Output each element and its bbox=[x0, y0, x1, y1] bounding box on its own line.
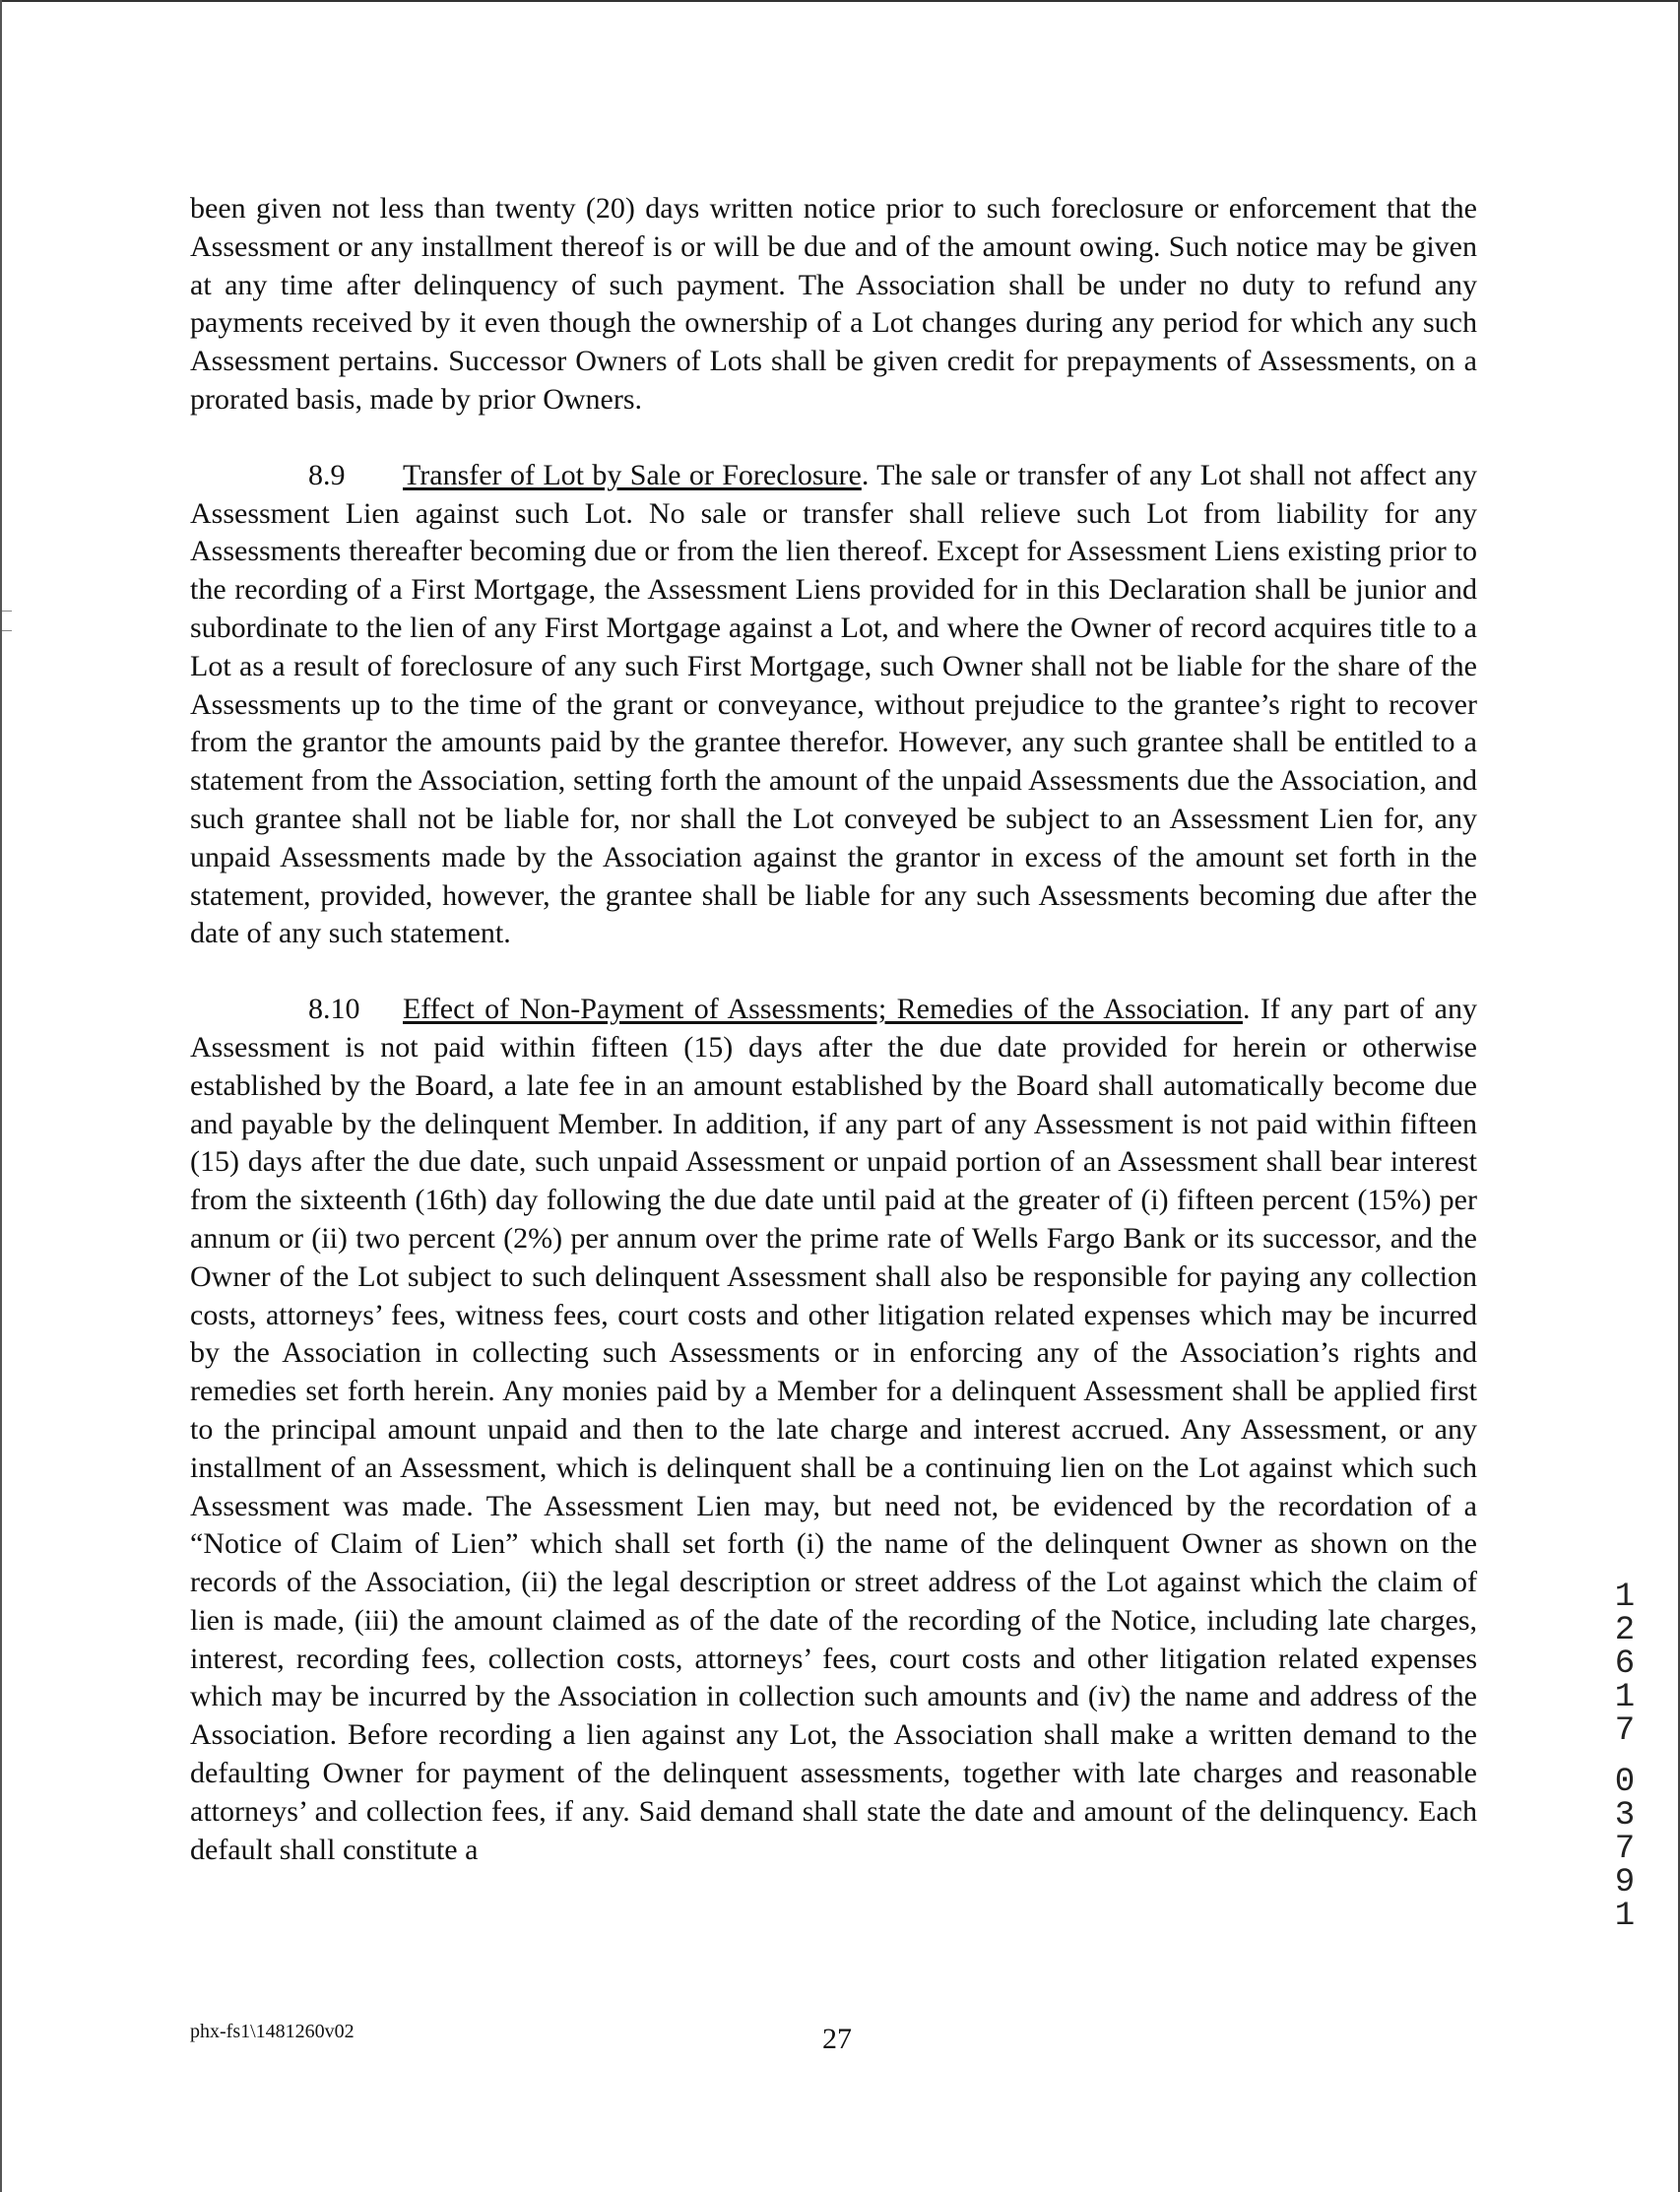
section-text: . If any part of any Assessment is not paid within fifteen (15) days after the due date provided for herein or otherwise established by the Board, a late fee in an amount established by the Board shall automatically become due and payable by the delinquent Member. In addition, if any part of any Assessment is not paid within fifteen (15) days after the due date, such unpaid Assessment or unpaid portion of an Assessment shall bear interest from the sixteenth (16th) day following the due date until paid at the greater of (i) fifteen percent (15%) per annum or (ii) two percent (2%) per annum over the prime rate of Wells Fargo Bank or its successor, and the Owner of the Lot subject to such delinquent Assessment shall also be responsible for paying any collection costs, attorneys’ fees, witness fees, court costs and other litigation related expenses which may be incurred by the Association in collecting such Assessments or in enforcing any of the Association’s rights and remedies set forth herein. Any monies paid by a Member for a delinquent Assessment shall be applied first to the principal amount unpaid and then to the late charge and interest accrued. Any Assessment, or any installment of an Assessment, which is delinquent shall be a continuing lien on the Lot against which such Assessment was made. The Assessment Lien may, but need not, be evidenced by the recordation of a “Notice of Claim of Lien” which shall set forth (i) the name of the delinquent Owner as shown on the records of the Association, (ii) the legal description or street address of the Lot against which the claim of lien is made, (iii) the amount claimed as of the date of the recording of the Notice, including late charges, interest, recording fees, collection costs, attorneys’ fees, court costs and other litigation related expenses which may be incurred by the Association in collection such amounts and (iv) the name and address of the Association. Before recording a lien against any Lot, the Association shall make a written demand to the defaulting Owner for payment of the delinquent assessments, together with late charges and reasonable attorneys’ and collection fees, if any. Said demand shall state the date and amount of the delinquency. Each default shall constitute a bbox=[190, 993, 1477, 1866]
stamp-digit: 9 bbox=[1614, 1864, 1636, 1902]
section-title: Effect of Non-Payment of Assessments; Remedies of the Association bbox=[403, 993, 1243, 1026]
recording-number-stamp bbox=[1605, 1580, 1645, 1933]
section-title: Transfer of Lot by Sale or Foreclosure bbox=[403, 458, 862, 491]
page-number: 27 bbox=[822, 2023, 852, 2055]
page-border-top bbox=[0, 0, 1680, 2]
stamp-digit: 1 bbox=[1614, 1679, 1636, 1716]
document-body bbox=[190, 190, 1477, 1869]
section-8-10 bbox=[190, 991, 1477, 1869]
section-text: . The sale or transfer of any Lot shall not affect any Assessment Lien against such Lot. No sale or transfer shall relieve such Lot from liability for any Assessments thereafter becoming due or from the lien thereof. Except for Assessment Liens existing prior to the recording of a First Mortgage, the Assessment Liens provided for in this Declaration shall be junior and subordinate to the lien of any First Mortgage against a Lot, and where the Owner of record acquires title to a Lot as a result of foreclosure of any such First Mortgage, such Owner shall not be liable for the share of the Assessments up to the time of the grant or conveyance, without prejudice to the grantee’s right to recover from the grantor the amounts paid by the grantee therefor. However, any such grantee shall be entitled to a statement from the Association, setting forth the amount of the unpaid Assessments due the Association, and such grantee shall not be liable for, nor shall the Lot conveyed be subject to an Assessment Lien for, any unpaid Assessments made by the Association against the grantor in excess of the amount set forth in the statement, provided, however, the grantee shall be liable for any such Assessments becoming due after the date of any such statement. bbox=[190, 458, 1477, 950]
section-number: 8.9 bbox=[308, 458, 346, 491]
page-border-left bbox=[0, 0, 2, 2192]
stamp-digit: 1 bbox=[1614, 1898, 1636, 1935]
stamp-digit: 0 bbox=[1614, 1764, 1636, 1801]
section-number: 8.10 bbox=[308, 993, 360, 1026]
scan-mark bbox=[2, 630, 12, 631]
stamp-digit: 3 bbox=[1614, 1797, 1636, 1835]
stamp-digit: 6 bbox=[1614, 1645, 1636, 1683]
paragraph-continuation: been given not less than twenty (20) days written notice prior to such foreclosure or enforcement that the Assessment or any installment thereof is or will be due and of the amount owing. Such notice may be given at any time after delinquency of such payment. The Association shall be under no duty to refund any payments received by it even though the ownership of a Lot changes during any period for which any such Assessment pertains. Successor Owners of Lots shall be given credit for prepayments of Assessments, on a prorated basis, made by prior Owners. bbox=[190, 192, 1477, 416]
stamp-digit: 7 bbox=[1614, 1712, 1636, 1750]
section-8-9 bbox=[190, 457, 1477, 953]
document-footer-id: phx-fs1\1481260v02 bbox=[190, 2021, 355, 2042]
stamp-digit: 2 bbox=[1614, 1612, 1636, 1649]
stamp-digit: 7 bbox=[1614, 1831, 1636, 1868]
scan-mark bbox=[2, 611, 12, 612]
stamp-digit: 1 bbox=[1614, 1579, 1636, 1616]
